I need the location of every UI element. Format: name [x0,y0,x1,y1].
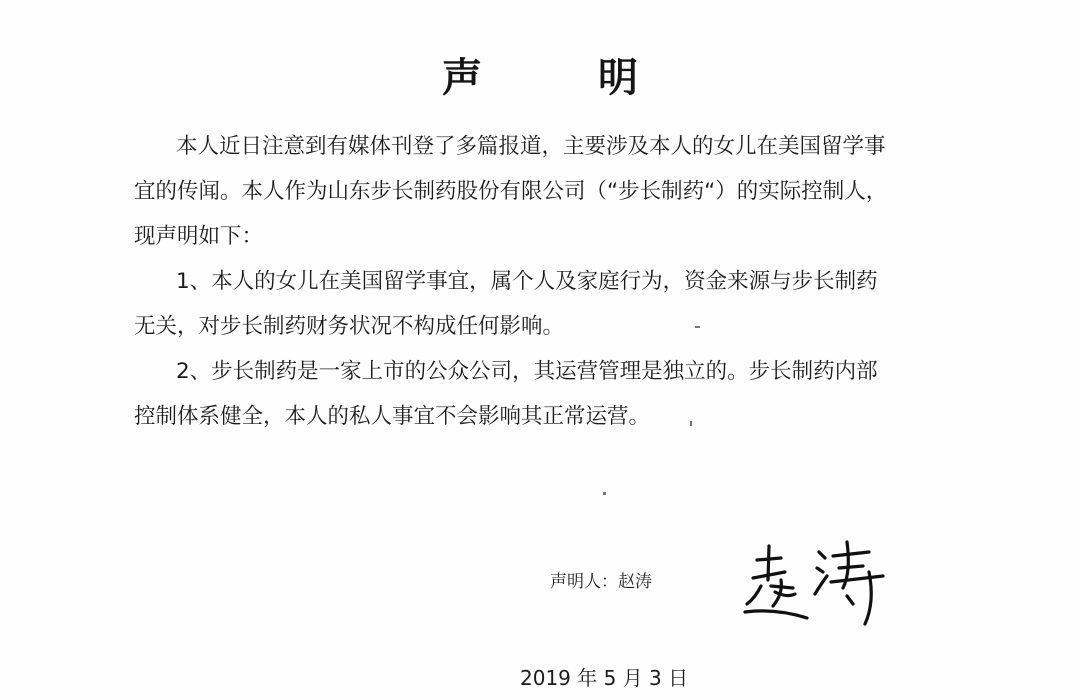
scan-speck [603,492,606,495]
paragraph-point-1-line-2: 无关，对步长制药财务状况不构成任何影响。 [134,314,565,339]
paragraph-point-1 [134,259,934,349]
paragraph-intro-line-2: 宜的传闻。本人作为山东步长制药股份有限公司（“步长制药“）的实际控制人， [134,179,888,204]
paragraph-point-2 [134,349,934,439]
paragraph-intro-line-1: 本人近日注意到有媒体刊登了多篇报道，主要涉及本人的女儿在美国留学事 [176,134,886,159]
paragraph-point-2-line-2: 控制体系健全，本人的私人事宜不会影响其正常运营。 [134,404,651,429]
scan-speck [695,326,700,328]
paragraph-point-2-line-1: 2、步长制药是一家上市的公众公司，其运营管理是独立的。步长制药内部 [176,359,878,384]
handwritten-signature [735,532,895,632]
page-title: 声 明 [442,55,676,101]
paragraph-point-1-line-1: 1、本人的女儿在美国留学事宜，属个人及家庭行为，资金来源与步长制药 [176,269,878,294]
scan-speck [690,421,692,426]
statement-date: 2019 年 5 月 3 日 [520,666,689,690]
paragraph-intro [134,124,934,259]
declarant-label: 声明人：赵涛 [550,572,652,592]
paragraph-intro-line-3: 现声明如下： [134,224,264,249]
